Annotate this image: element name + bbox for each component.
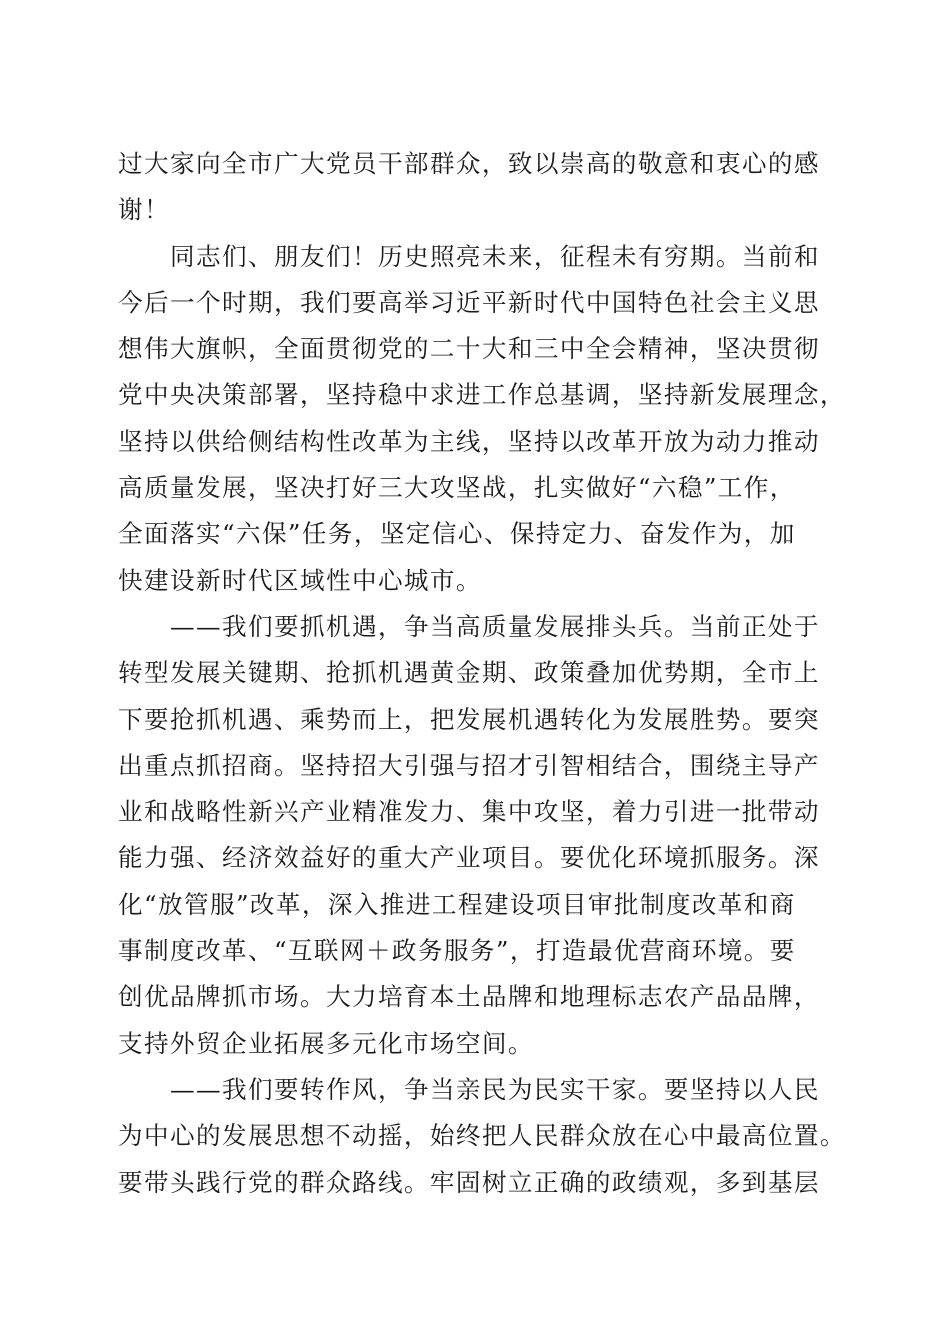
text-line: 出重点抓招商。坚持招大引强与招才引智相结合，围绕主导产 (118, 750, 820, 780)
text-line: 党中央决策部署，坚持稳中求进工作总基调，坚持新发展理念， (118, 380, 846, 410)
text-line: 下要抢抓机遇、乘势而上，把发展机遇转化为发展胜势。要突 (118, 704, 820, 734)
text-line: 高质量发展，坚决打好三大攻坚战，扎实做好“六稳”工作， (118, 473, 796, 503)
text-line: 化“放管服”改革，深入推进工程建设项目审批制度改革和商 (118, 889, 796, 919)
text-line: 要带头践行党的群众路线。牢固树立正确的政绩观，多到基层 (118, 1167, 820, 1197)
text-line: 创优品牌抓市场。大力培育本土品牌和地理标志农产品品牌， (118, 982, 820, 1012)
text-line: 转型发展关键期、抢抓机遇黄金期、政策叠加优势期，全市上 (118, 658, 820, 688)
document-body (118, 141, 846, 1206)
text-line: 坚持以供给侧结构性改革为主线，坚持以改革开放为动力推动 (118, 426, 820, 456)
text-line: 全面落实“六保”任务，坚定信心、保持定力、奋发作为，加 (118, 519, 796, 549)
text-line: 支持外贸企业拓展多元化市场空间。 (118, 1028, 534, 1058)
text-line: 同志们、朋友们！历史照亮未来，征程未有穷期。当前和 (170, 241, 820, 271)
text-line: 为中心的发展思想不动摇，始终把人民群众放在心中最高位置。 (118, 1121, 846, 1151)
text-line: 业和战略性新兴产业精准发力、集中攻坚，着力引进一批带动 (118, 797, 820, 827)
text-line: 谢！ (118, 195, 170, 225)
text-line: 能力强、经济效益好的重大产业项目。要优化环境抓服务。深 (118, 843, 820, 873)
text-line: ——我们要转作风，争当亲民为民实干家。要坚持以人民 (170, 1074, 820, 1104)
text-line: ——我们要抓机遇，争当高质量发展排头兵。当前正处于 (170, 611, 820, 641)
text-line: 想伟大旗帜，全面贯彻党的二十大和三中全会精神，坚决贯彻 (118, 334, 820, 364)
text-line: 快建设新时代区域性中心城市。 (118, 565, 482, 595)
text-line: 事制度改革、“互联网＋政务服务”，打造最优营商环境。要 (118, 936, 796, 966)
text-line: 过大家向全市广大党员干部群众，致以崇高的敬意和衷心的感 (118, 149, 820, 178)
text-line: 今后一个时期，我们要高举习近平新时代中国特色社会主义思 (118, 287, 820, 317)
